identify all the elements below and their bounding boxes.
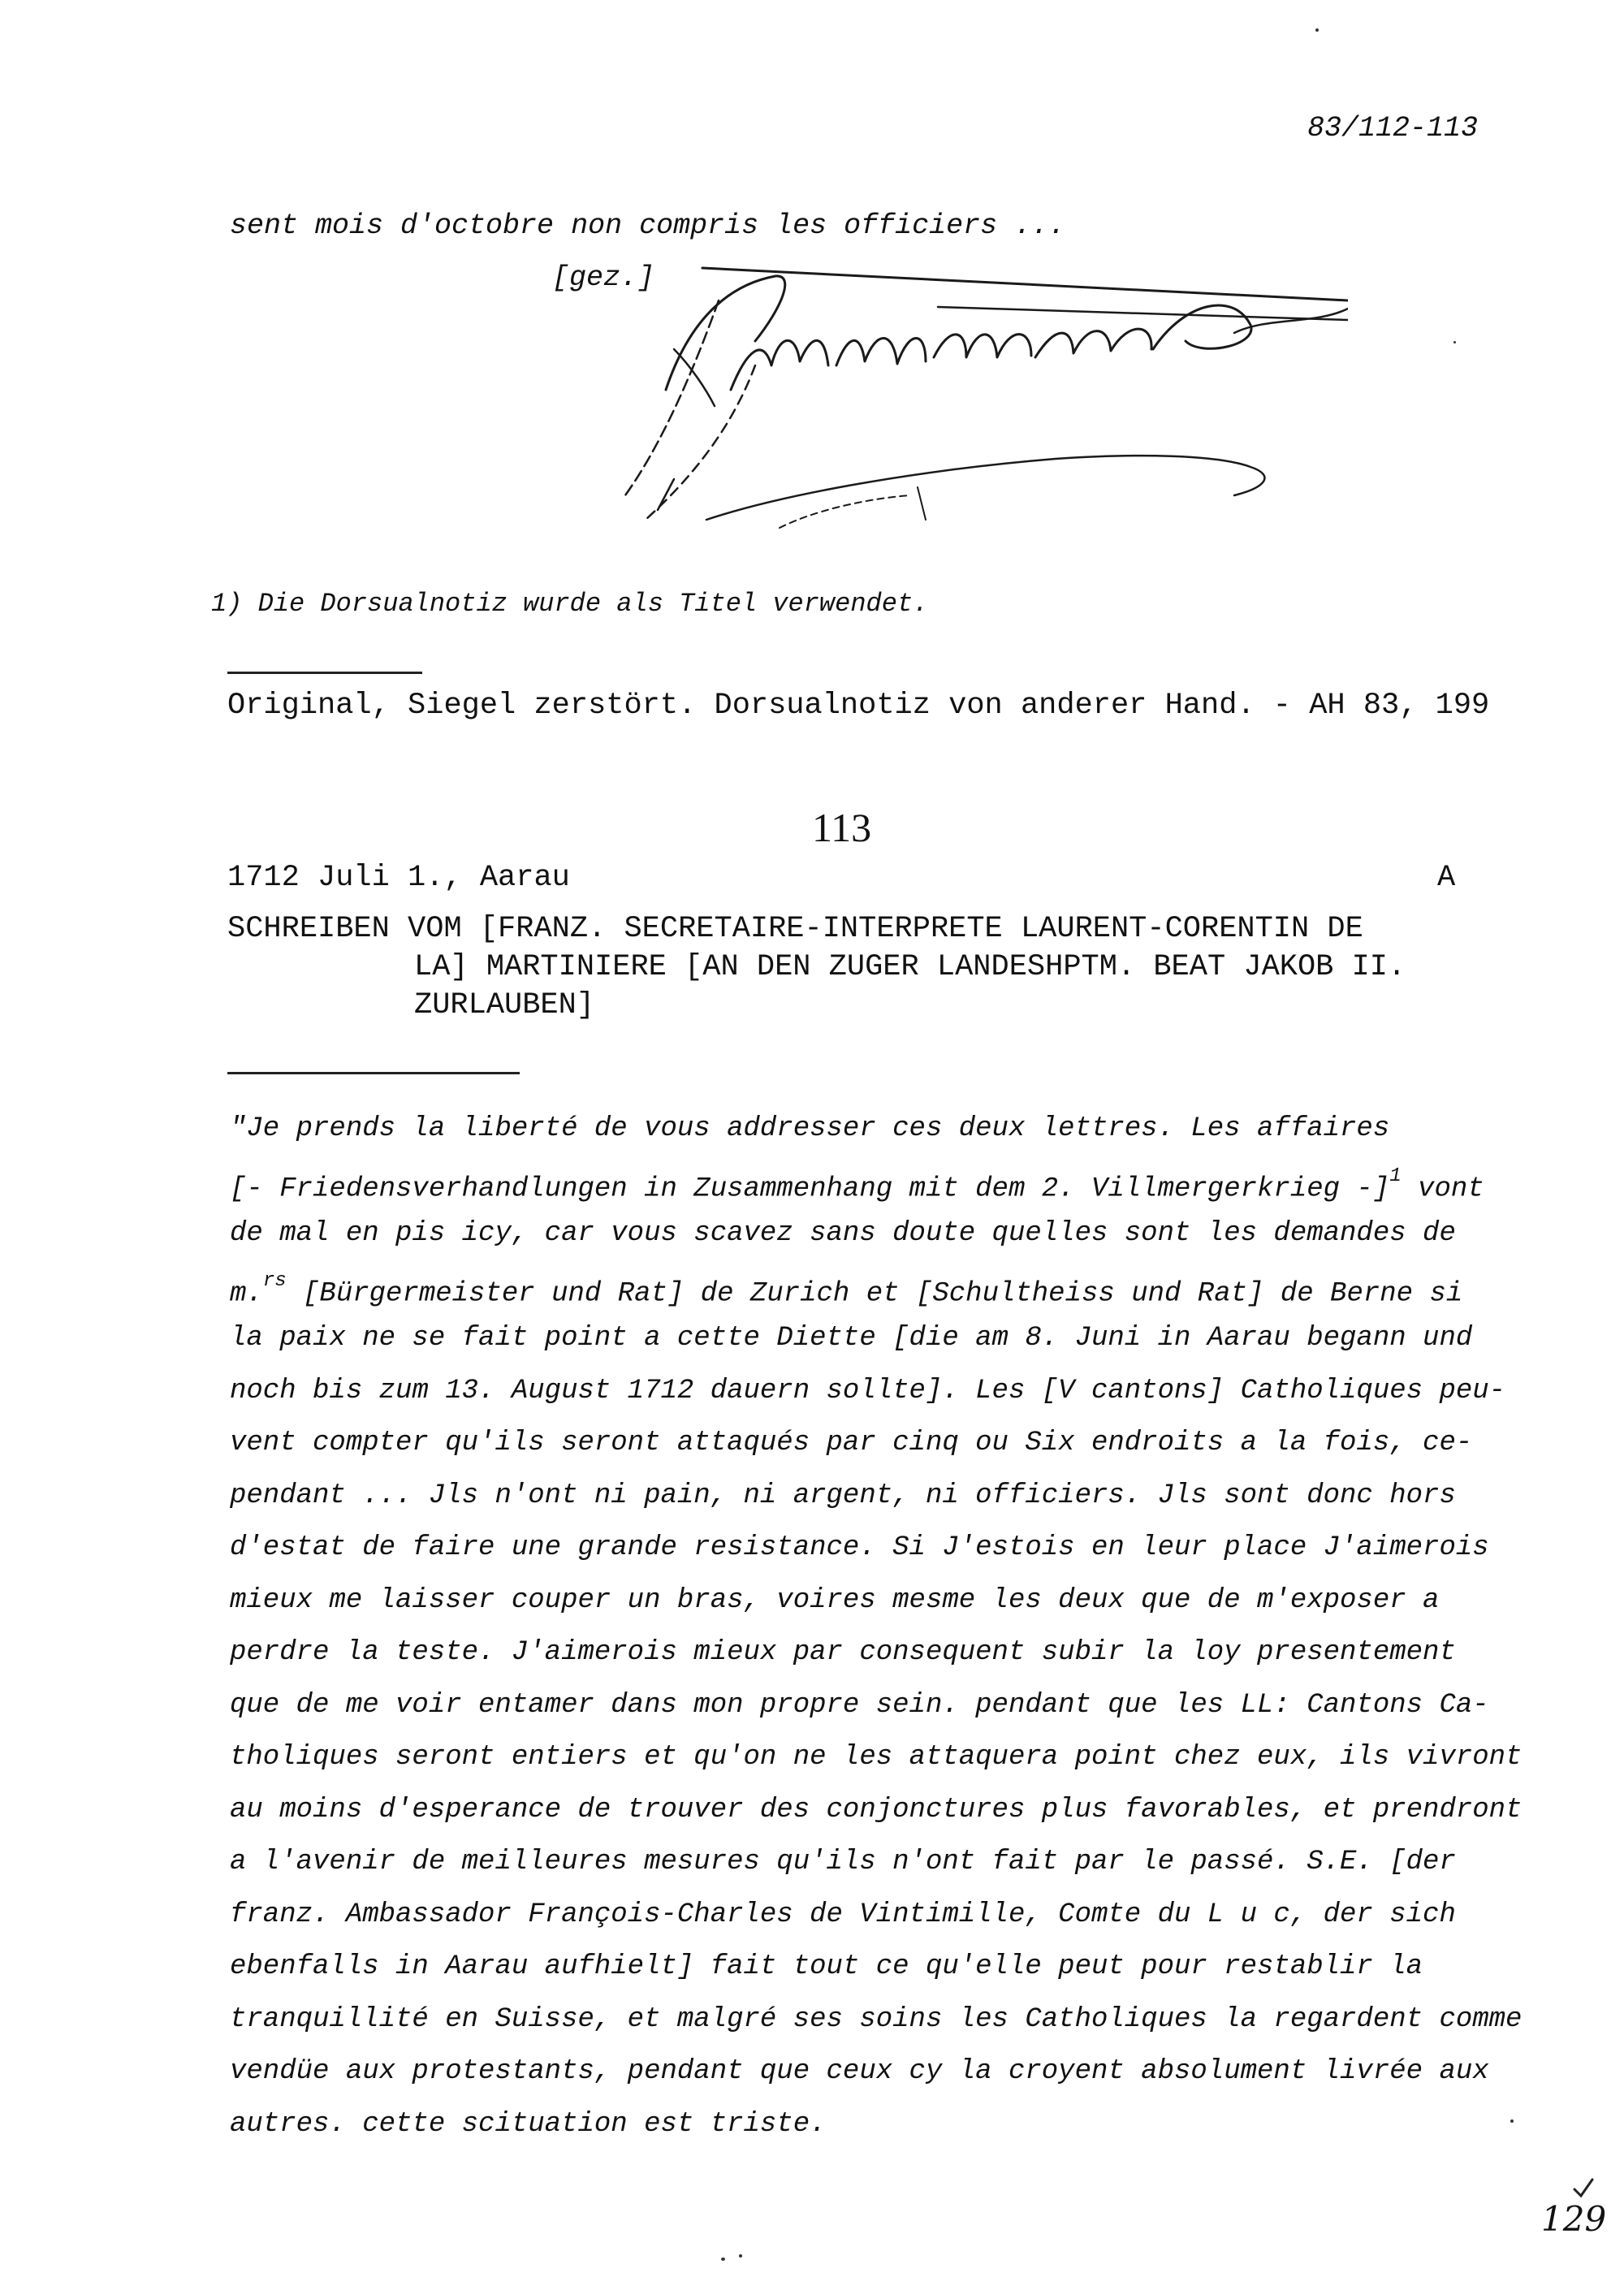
scan-speck bbox=[1510, 2119, 1514, 2123]
document-number: 113 bbox=[812, 805, 872, 850]
body-line: au moins d'esperance de trouver des conjonctures plus favorables, et prendront bbox=[230, 1794, 1522, 1825]
body-line: vent compter qu'ils seront attaqués par cinq ou Six endroits a la fois, ce- bbox=[230, 1428, 1473, 1458]
signed-label: [gez.] bbox=[552, 261, 655, 294]
body-line: a l'avenir de meilleures mesures qu'ils n'ont fait par le passé. S.E. [der bbox=[230, 1847, 1456, 1877]
body-line: [- Friedensverhandlungen in Zusammenhang mit dem 2. Villmergerkrieg -]$^1$ vont bbox=[230, 1164, 1484, 1204]
check-mark-icon bbox=[1571, 2176, 1596, 2201]
body-line: perdre la teste. J'aimerois mieux par consequent subir la loy presentement bbox=[230, 1637, 1456, 1668]
footnote-marker: 1 bbox=[1389, 1164, 1402, 1187]
body-line: noch bis zum 13. August 1712 dauern sollte]. Les [V cantons] Catholiques peu- bbox=[230, 1375, 1506, 1406]
scan-speck bbox=[1315, 28, 1319, 32]
separator-rule bbox=[227, 672, 422, 674]
body-line: "Je prends la liberté de vous addresser ces deux lettres. Les affaires bbox=[230, 1113, 1390, 1144]
continuation-line: sent mois d'octobre non compris les officiers ... bbox=[230, 210, 1066, 242]
body-line: autres. cette scituation est triste. bbox=[230, 2108, 827, 2140]
scan-speck bbox=[721, 2258, 725, 2261]
source-letter: A bbox=[1437, 861, 1456, 895]
scan-speck bbox=[1453, 341, 1456, 343]
scan-speck bbox=[739, 2254, 742, 2258]
body-line: m.$^{rs}$ [Bürgermeister und Rat] de Zurich et [Schultheiss und Rat] de Berne si bbox=[230, 1269, 1463, 1309]
body-line: que de me voir entamer dans mon propre sein. pendant que les LL: Cantons Ca- bbox=[230, 1689, 1489, 1721]
handwritten-signature bbox=[568, 252, 1348, 560]
body-line: tranquillité en Suisse, et malgré ses soins les Catholiques la regardent comme bbox=[230, 2003, 1522, 2035]
body-line: mieux me laisser couper un bras, voires mesme les deux que de m'exposer a bbox=[230, 1584, 1440, 1616]
body-line: tholiques seront entiers et qu'on ne les attaquera point chez eux, ils vivront bbox=[230, 1742, 1522, 1773]
separator-rule bbox=[227, 1072, 520, 1074]
body-line: de mal en pis icy, car vous scavez sans doute quelles sont les demandes de bbox=[230, 1218, 1456, 1249]
body-line: ebenfalls in Aarau aufhielt] fait tout ce qu'elle peut pour restablir la bbox=[230, 1951, 1423, 1982]
document-heading-line: LA] MARTINIERE [AN DEN ZUGER LANDESHPTM. BEAT JAKOB II. bbox=[414, 950, 1406, 984]
page-number: 129 bbox=[1541, 2199, 1607, 2239]
document-heading-line: ZURLAUBEN] bbox=[414, 988, 595, 1022]
body-line: la paix ne se fait point a cette Diette [die am 8. Juni in Aarau begann und bbox=[230, 1323, 1473, 1354]
document-heading-line: SCHREIBEN VOM [FRANZ. SECRETAIRE-INTERPRETE LAURENT-CORENTIN DE bbox=[227, 912, 1363, 946]
body-line: franz. Ambassador François-Charles de Vintimille, Comte du L u c, der sich bbox=[230, 1899, 1456, 1930]
source-note: Original, Siegel zerstört. Dorsualnotiz von anderer Hand. - AH 83, 199 bbox=[227, 689, 1490, 723]
letter-body bbox=[230, 1103, 1522, 2150]
page-reference: 83/112-113 bbox=[1307, 112, 1479, 145]
date-place: 1712 Juli 1., Aarau bbox=[227, 861, 570, 895]
footnote: 1) Die Dorsualnotiz wurde als Titel verwendet. bbox=[211, 589, 929, 619]
body-line: pendant ... Jls n'ont ni pain, ni argent, ni officiers. Jls sont donc hors bbox=[230, 1480, 1456, 1511]
body-line: vendüe aux protestants, pendant que ceux cy la croyent absolument livrée aux bbox=[230, 2056, 1489, 2087]
superscript: rs bbox=[262, 1269, 287, 1292]
body-line: d'estat de faire une grande resistance. Si J'estois en leur place J'aimerois bbox=[230, 1532, 1489, 1563]
